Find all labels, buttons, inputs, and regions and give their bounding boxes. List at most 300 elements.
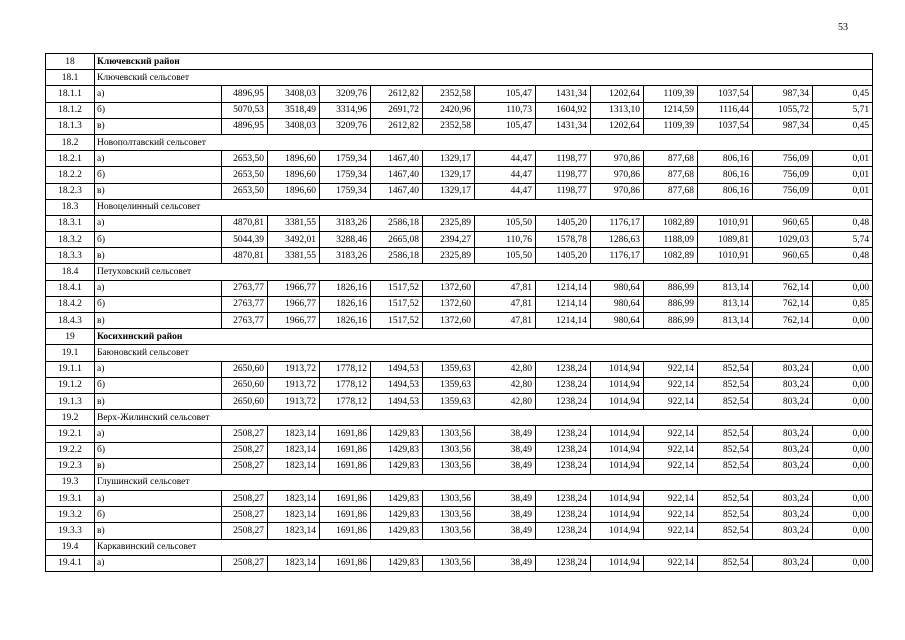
value-cell: 0,00 [813, 442, 873, 458]
value-cell: 1826,16 [320, 296, 371, 312]
value-cell: 1188,09 [644, 232, 698, 248]
value-cell: 803,24 [753, 442, 813, 458]
row-variant: в) [95, 458, 222, 474]
value-cell: 1313,10 [591, 102, 644, 118]
value-cell: 110,73 [475, 102, 536, 118]
row-code: 19.1.3 [46, 393, 95, 409]
value-cell: 1759,34 [320, 151, 371, 167]
value-cell: 1966,77 [268, 296, 320, 312]
value-cell: 1691,86 [320, 491, 371, 507]
value-cell: 3381,55 [268, 215, 320, 231]
row-variant: в) [95, 523, 222, 539]
value-cell: 922,14 [644, 393, 698, 409]
value-cell: 2612,82 [371, 118, 423, 134]
row-code: 19.3.1 [46, 491, 95, 507]
value-cell: 5,71 [813, 102, 873, 118]
value-cell: 1691,86 [320, 523, 371, 539]
value-cell: 0,00 [813, 507, 873, 523]
value-cell: 803,24 [753, 361, 813, 377]
value-cell: 1014,94 [591, 555, 644, 571]
settlement-code: 19.3 [46, 474, 95, 490]
value-cell: 1198,77 [536, 167, 591, 183]
value-cell: 1303,56 [423, 442, 475, 458]
value-cell: 0,01 [813, 183, 873, 199]
value-cell: 3288,46 [320, 232, 371, 248]
row-variant: а) [95, 215, 222, 231]
value-cell: 42,80 [475, 377, 536, 393]
value-cell: 0,45 [813, 118, 873, 134]
value-cell: 1826,16 [320, 313, 371, 329]
table-row [46, 393, 873, 409]
row-code: 18.1.1 [46, 86, 95, 102]
row-variant: в) [95, 393, 222, 409]
district-name: Косихинский район [95, 329, 873, 345]
value-cell: 2650,60 [222, 361, 268, 377]
district-code: 19 [46, 329, 95, 345]
value-cell: 0,45 [813, 86, 873, 102]
value-cell: 38,49 [475, 555, 536, 571]
value-cell: 756,09 [753, 167, 813, 183]
row-variant: б) [95, 102, 222, 118]
settlement-code: 18.2 [46, 134, 95, 150]
value-cell: 0,00 [813, 393, 873, 409]
value-cell: 1238,24 [536, 442, 591, 458]
table-row [46, 215, 873, 231]
value-cell: 922,14 [644, 426, 698, 442]
value-cell: 756,09 [753, 151, 813, 167]
table-row [46, 361, 873, 377]
value-cell: 4870,81 [222, 248, 268, 264]
value-cell: 2691,72 [371, 102, 423, 118]
value-cell: 1037,54 [698, 118, 753, 134]
value-cell: 1116,44 [698, 102, 753, 118]
district-header-row [46, 54, 873, 70]
value-cell: 3408,03 [268, 118, 320, 134]
value-cell: 0,00 [813, 426, 873, 442]
value-cell: 852,54 [698, 491, 753, 507]
settlement-name: Петуховский сельсовет [95, 264, 873, 280]
row-code: 18.3.2 [46, 232, 95, 248]
page-number: 53 [838, 22, 848, 33]
value-cell: 1214,59 [644, 102, 698, 118]
value-cell: 1467,40 [371, 183, 423, 199]
value-cell: 806,16 [698, 167, 753, 183]
value-cell: 886,99 [644, 280, 698, 296]
value-cell: 1238,24 [536, 393, 591, 409]
value-cell: 1303,56 [423, 507, 475, 523]
value-cell: 3518,49 [268, 102, 320, 118]
value-cell: 2420,96 [423, 102, 475, 118]
value-cell: 877,68 [644, 183, 698, 199]
row-variant: б) [95, 442, 222, 458]
settlement-header-row [46, 199, 873, 215]
value-cell: 922,14 [644, 361, 698, 377]
value-cell: 1896,60 [268, 183, 320, 199]
value-cell: 1429,83 [371, 507, 423, 523]
table-row [46, 313, 873, 329]
value-cell: 762,14 [753, 280, 813, 296]
value-cell: 2650,60 [222, 377, 268, 393]
value-cell: 1494,53 [371, 393, 423, 409]
row-variant: в) [95, 183, 222, 199]
tariff-table [45, 53, 873, 572]
settlement-header-row [46, 70, 873, 86]
value-cell: 1913,72 [268, 393, 320, 409]
value-cell: 1896,60 [268, 151, 320, 167]
value-cell: 38,49 [475, 442, 536, 458]
value-cell: 3408,03 [268, 86, 320, 102]
value-cell: 1037,54 [698, 86, 753, 102]
table-row [46, 377, 873, 393]
value-cell: 1913,72 [268, 361, 320, 377]
value-cell: 2763,77 [222, 313, 268, 329]
district-header-row [46, 329, 873, 345]
value-cell: 38,49 [475, 523, 536, 539]
value-cell: 1429,83 [371, 491, 423, 507]
value-cell: 852,54 [698, 361, 753, 377]
value-cell: 1966,77 [268, 313, 320, 329]
value-cell: 1014,94 [591, 507, 644, 523]
value-cell: 0,01 [813, 167, 873, 183]
value-cell: 105,50 [475, 215, 536, 231]
value-cell: 38,49 [475, 458, 536, 474]
value-cell: 803,24 [753, 458, 813, 474]
row-code: 19.1.1 [46, 361, 95, 377]
row-variant: б) [95, 377, 222, 393]
value-cell: 1303,56 [423, 458, 475, 474]
value-cell: 2653,50 [222, 151, 268, 167]
value-cell: 3183,26 [320, 215, 371, 231]
value-cell: 1823,14 [268, 523, 320, 539]
table-body [46, 54, 873, 572]
value-cell: 1089,81 [698, 232, 753, 248]
value-cell: 1604,92 [536, 102, 591, 118]
value-cell: 1429,83 [371, 426, 423, 442]
value-cell: 5,74 [813, 232, 873, 248]
value-cell: 1429,83 [371, 458, 423, 474]
table-row [46, 296, 873, 312]
value-cell: 1431,34 [536, 118, 591, 134]
value-cell: 803,24 [753, 507, 813, 523]
value-cell: 1823,14 [268, 426, 320, 442]
value-cell: 3492,01 [268, 232, 320, 248]
table-row [46, 442, 873, 458]
value-cell: 852,54 [698, 523, 753, 539]
value-cell: 980,64 [591, 280, 644, 296]
value-cell: 1517,52 [371, 280, 423, 296]
row-code: 19.3.3 [46, 523, 95, 539]
settlement-name: Ключевский сельсовет [95, 70, 873, 86]
value-cell: 756,09 [753, 183, 813, 199]
settlement-header-row [46, 264, 873, 280]
value-cell: 1691,86 [320, 442, 371, 458]
value-cell: 1823,14 [268, 442, 320, 458]
value-cell: 42,80 [475, 393, 536, 409]
value-cell: 1238,24 [536, 361, 591, 377]
value-cell: 1238,24 [536, 426, 591, 442]
value-cell: 1429,83 [371, 442, 423, 458]
row-variant: а) [95, 361, 222, 377]
value-cell: 4896,95 [222, 118, 268, 134]
settlement-header-row [46, 539, 873, 555]
value-cell: 1329,17 [423, 167, 475, 183]
value-cell: 1238,24 [536, 555, 591, 571]
row-variant: а) [95, 86, 222, 102]
value-cell: 0,00 [813, 377, 873, 393]
value-cell: 0,00 [813, 491, 873, 507]
value-cell: 0,00 [813, 280, 873, 296]
table-row [46, 523, 873, 539]
row-variant: б) [95, 167, 222, 183]
value-cell: 2352,58 [423, 86, 475, 102]
value-cell: 1286,63 [591, 232, 644, 248]
value-cell: 0,00 [813, 313, 873, 329]
value-cell: 2653,50 [222, 183, 268, 199]
value-cell: 1214,14 [536, 313, 591, 329]
row-code: 19.2.1 [46, 426, 95, 442]
value-cell: 0,85 [813, 296, 873, 312]
value-cell: 2508,27 [222, 507, 268, 523]
table-row [46, 102, 873, 118]
table-row [46, 151, 873, 167]
row-code: 18.3.3 [46, 248, 95, 264]
value-cell: 1014,94 [591, 361, 644, 377]
value-cell: 1198,77 [536, 183, 591, 199]
value-cell: 2508,27 [222, 442, 268, 458]
table-row [46, 232, 873, 248]
value-cell: 803,24 [753, 426, 813, 442]
table-row [46, 183, 873, 199]
value-cell: 1429,83 [371, 523, 423, 539]
value-cell: 0,01 [813, 151, 873, 167]
settlement-code: 18.3 [46, 199, 95, 215]
value-cell: 1029,03 [753, 232, 813, 248]
value-cell: 1359,63 [423, 393, 475, 409]
row-code: 18.1.3 [46, 118, 95, 134]
value-cell: 1691,86 [320, 426, 371, 442]
value-cell: 980,64 [591, 296, 644, 312]
value-cell: 803,24 [753, 393, 813, 409]
value-cell: 806,16 [698, 183, 753, 199]
value-cell: 1372,60 [423, 280, 475, 296]
value-cell: 762,14 [753, 296, 813, 312]
value-cell: 2612,82 [371, 86, 423, 102]
row-code: 18.4.2 [46, 296, 95, 312]
value-cell: 1359,63 [423, 361, 475, 377]
value-cell: 877,68 [644, 151, 698, 167]
value-cell: 1010,91 [698, 215, 753, 231]
value-cell: 3381,55 [268, 248, 320, 264]
value-cell: 1082,89 [644, 248, 698, 264]
value-cell: 1109,39 [644, 86, 698, 102]
value-cell: 852,54 [698, 426, 753, 442]
value-cell: 0,48 [813, 215, 873, 231]
row-variant: б) [95, 296, 222, 312]
value-cell: 2508,27 [222, 523, 268, 539]
value-cell: 1176,17 [591, 215, 644, 231]
value-cell: 1055,72 [753, 102, 813, 118]
value-cell: 110,76 [475, 232, 536, 248]
value-cell: 38,49 [475, 491, 536, 507]
value-cell: 0,48 [813, 248, 873, 264]
settlement-name: Глушинский сельсовет [95, 474, 873, 490]
value-cell: 105,47 [475, 86, 536, 102]
row-code: 19.2.3 [46, 458, 95, 474]
value-cell: 987,34 [753, 118, 813, 134]
value-cell: 1329,17 [423, 183, 475, 199]
settlement-header-row [46, 474, 873, 490]
value-cell: 1014,94 [591, 442, 644, 458]
value-cell: 813,14 [698, 280, 753, 296]
value-cell: 852,54 [698, 442, 753, 458]
row-code: 19.3.2 [46, 507, 95, 523]
value-cell: 1759,34 [320, 167, 371, 183]
value-cell: 886,99 [644, 296, 698, 312]
value-cell: 1778,12 [320, 393, 371, 409]
value-cell: 803,24 [753, 555, 813, 571]
value-cell: 1303,56 [423, 555, 475, 571]
table-row [46, 86, 873, 102]
value-cell: 44,47 [475, 167, 536, 183]
row-variant: а) [95, 555, 222, 571]
value-cell: 1176,17 [591, 248, 644, 264]
value-cell: 2352,58 [423, 118, 475, 134]
value-cell: 922,14 [644, 507, 698, 523]
value-cell: 1202,64 [591, 86, 644, 102]
value-cell: 1429,83 [371, 555, 423, 571]
value-cell: 1109,39 [644, 118, 698, 134]
value-cell: 47,81 [475, 280, 536, 296]
row-variant: в) [95, 118, 222, 134]
value-cell: 852,54 [698, 458, 753, 474]
row-code: 18.2.3 [46, 183, 95, 199]
row-code: 18.1.2 [46, 102, 95, 118]
value-cell: 1823,14 [268, 555, 320, 571]
value-cell: 1494,53 [371, 361, 423, 377]
value-cell: 1691,86 [320, 507, 371, 523]
value-cell: 806,16 [698, 151, 753, 167]
settlement-name: Каркавинский сельсовет [95, 539, 873, 555]
settlement-name: Баюновский сельсовет [95, 345, 873, 361]
row-code: 19.1.2 [46, 377, 95, 393]
value-cell: 4870,81 [222, 215, 268, 231]
row-code: 18.2.1 [46, 151, 95, 167]
value-cell: 1214,14 [536, 280, 591, 296]
value-cell: 1238,24 [536, 507, 591, 523]
table-row [46, 491, 873, 507]
value-cell: 1359,63 [423, 377, 475, 393]
table-row [46, 507, 873, 523]
value-cell: 762,14 [753, 313, 813, 329]
row-variant: в) [95, 313, 222, 329]
value-cell: 2586,18 [371, 248, 423, 264]
row-code: 19.4.1 [46, 555, 95, 571]
value-cell: 42,80 [475, 361, 536, 377]
settlement-header-row [46, 134, 873, 150]
value-cell: 1759,34 [320, 183, 371, 199]
value-cell: 1431,34 [536, 86, 591, 102]
row-code: 18.4.3 [46, 313, 95, 329]
settlement-header-row [46, 345, 873, 361]
value-cell: 877,68 [644, 167, 698, 183]
settlement-code: 18.4 [46, 264, 95, 280]
settlement-code: 19.2 [46, 410, 95, 426]
value-cell: 1823,14 [268, 507, 320, 523]
value-cell: 1238,24 [536, 458, 591, 474]
value-cell: 1372,60 [423, 296, 475, 312]
settlement-header-row [46, 410, 873, 426]
value-cell: 1896,60 [268, 167, 320, 183]
row-code: 19.2.2 [46, 442, 95, 458]
value-cell: 1467,40 [371, 167, 423, 183]
value-cell: 1303,56 [423, 491, 475, 507]
row-variant: а) [95, 426, 222, 442]
value-cell: 970,86 [591, 151, 644, 167]
value-cell: 1010,91 [698, 248, 753, 264]
value-cell: 1238,24 [536, 377, 591, 393]
district-name: Ключевский район [95, 54, 873, 70]
value-cell: 1014,94 [591, 523, 644, 539]
value-cell: 803,24 [753, 377, 813, 393]
table-row [46, 118, 873, 134]
value-cell: 922,14 [644, 458, 698, 474]
value-cell: 5044,39 [222, 232, 268, 248]
table-row [46, 426, 873, 442]
district-code: 18 [46, 54, 95, 70]
value-cell: 960,65 [753, 215, 813, 231]
value-cell: 852,54 [698, 393, 753, 409]
value-cell: 2665,08 [371, 232, 423, 248]
row-code: 18.2.2 [46, 167, 95, 183]
value-cell: 1303,56 [423, 426, 475, 442]
value-cell: 852,54 [698, 507, 753, 523]
value-cell: 987,34 [753, 86, 813, 102]
value-cell: 0,00 [813, 361, 873, 377]
value-cell: 1014,94 [591, 426, 644, 442]
row-variant: в) [95, 248, 222, 264]
row-variant: б) [95, 507, 222, 523]
value-cell: 980,64 [591, 313, 644, 329]
value-cell: 2653,50 [222, 167, 268, 183]
row-variant: а) [95, 491, 222, 507]
value-cell: 2508,27 [222, 491, 268, 507]
value-cell: 2508,27 [222, 555, 268, 571]
value-cell: 0,00 [813, 523, 873, 539]
value-cell: 813,14 [698, 296, 753, 312]
value-cell: 0,00 [813, 555, 873, 571]
settlement-name: Новоцелинный сельсовет [95, 199, 873, 215]
value-cell: 922,14 [644, 523, 698, 539]
value-cell: 922,14 [644, 442, 698, 458]
value-cell: 1494,53 [371, 377, 423, 393]
value-cell: 852,54 [698, 377, 753, 393]
value-cell: 1014,94 [591, 393, 644, 409]
value-cell: 1778,12 [320, 377, 371, 393]
value-cell: 105,47 [475, 118, 536, 134]
settlement-name: Верх-Жилинский сельсовет [95, 410, 873, 426]
value-cell: 3209,76 [320, 86, 371, 102]
settlement-code: 19.1 [46, 345, 95, 361]
value-cell: 2650,60 [222, 393, 268, 409]
row-variant: б) [95, 232, 222, 248]
value-cell: 1826,16 [320, 280, 371, 296]
value-cell: 803,24 [753, 491, 813, 507]
value-cell: 960,65 [753, 248, 813, 264]
value-cell: 1778,12 [320, 361, 371, 377]
value-cell: 38,49 [475, 426, 536, 442]
table-row [46, 458, 873, 474]
value-cell: 1214,14 [536, 296, 591, 312]
